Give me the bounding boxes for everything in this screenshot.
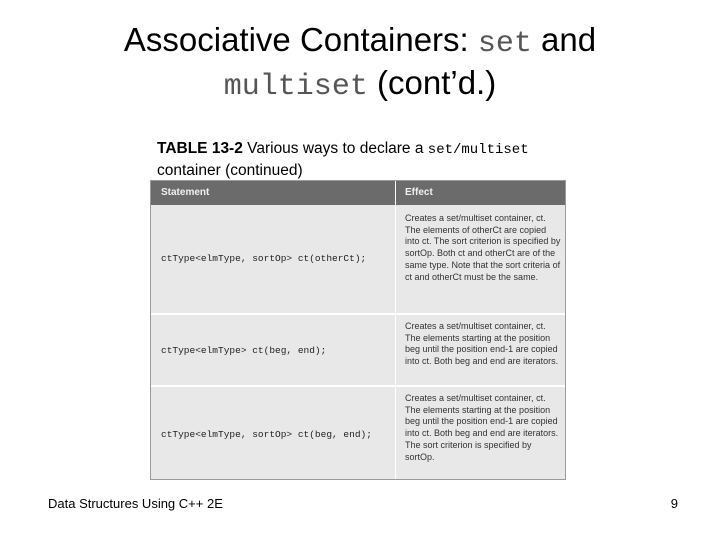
- row-statement: ctType<elmType, sortOp> ct(otherCt);: [161, 253, 367, 264]
- table-header: [151, 181, 565, 205]
- declaration-table: [150, 180, 566, 480]
- title-line-1: [60, 20, 660, 63]
- title-code-multiset: multiset: [223, 69, 368, 104]
- row-statement: ctType<elmType> ct(beg, end);: [161, 345, 327, 356]
- table-caption-text-2: container (continued): [157, 162, 303, 180]
- title-code-set: set: [477, 27, 532, 61]
- row-effect: Creates a set/multiset container, ct. The elements starting at the position beg until the position end-1 are copied into ct. Both beg and end are iterators. The sort criterion is specified by sortOp.: [405, 393, 559, 462]
- footer-course-title: Data Structures Using C++ 2E: [48, 496, 223, 511]
- title-text: Associative Containers:: [123, 21, 478, 58]
- slide-title: [60, 20, 660, 105]
- row-effect: Creates a set/multiset container, ct. The elements starting at the position beg until the position end-1 are copied into ct. Both beg and end are iterators.: [405, 321, 559, 367]
- table-row: [151, 315, 565, 385]
- table-caption: [157, 138, 617, 183]
- header-effect: Effect: [405, 187, 433, 198]
- table-caption-label: TABLE 13-2: [157, 140, 243, 157]
- table-caption-code: set/multiset: [427, 142, 529, 158]
- page-number: 9: [670, 496, 678, 511]
- row-statement: ctType<elmType, sortOp> ct(beg, end);: [161, 429, 372, 440]
- table-row: [151, 205, 565, 313]
- title-line-2: [60, 63, 660, 106]
- title-text-contd: (cont’d.): [367, 63, 497, 101]
- table-row: [151, 387, 565, 479]
- title-text-and: and: [531, 21, 597, 58]
- table-caption-text: Various ways to declare a: [242, 140, 428, 157]
- header-statement: Statement: [161, 187, 210, 198]
- row-effect: Creates a set/multiset container, ct. The elements of otherCt are copied into ct. The sort criterion is specified by sortOp. Both ct and otherCt are of the same type. Note that the sort criteria of ct and otherCt must be the same.: [405, 213, 561, 282]
